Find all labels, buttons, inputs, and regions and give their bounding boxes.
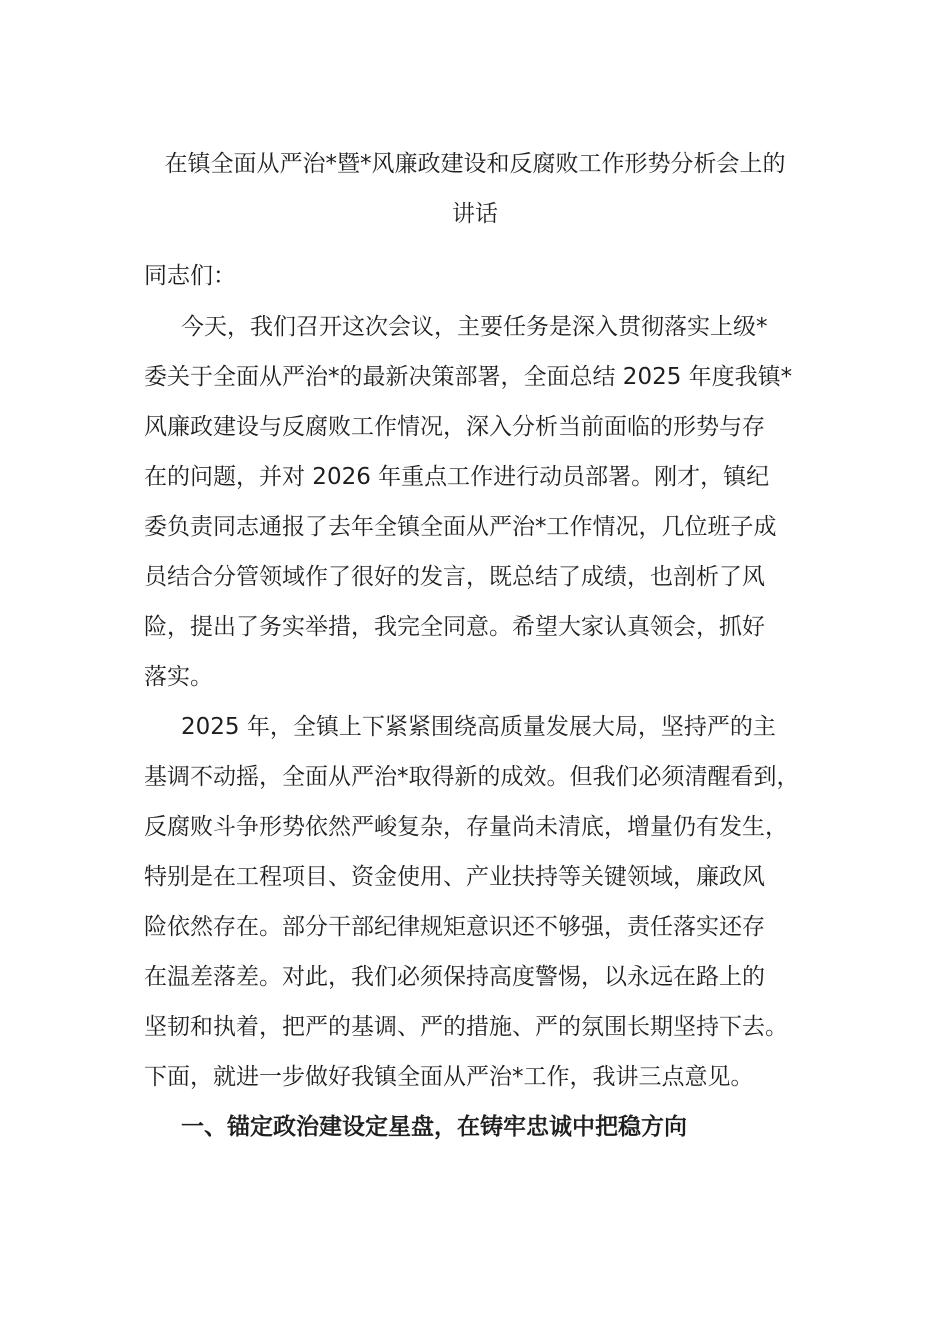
paragraph-2-line: 坚韧和执着，把严的基调、严的措施、严的氛围长期坚持下去。 xyxy=(144,1014,788,1040)
paragraph-1-line: 员结合分管领域作了很好的发言，既总结了成绩，也剖析了风 xyxy=(144,564,765,590)
paragraph-1-line: 委负责同志通报了去年全镇全面从严治*工作情况，几位班子成 xyxy=(144,514,777,540)
paragraph-1-line: 今天，我们召开这次会议，主要任务是深入贯彻落实上级* xyxy=(181,314,768,340)
document-title-line-2: 讲话 xyxy=(452,201,498,227)
paragraph-2-line: 基调不动摇，全面从严治*取得新的成效。但我们必须清醒看到， xyxy=(144,764,800,790)
paragraph-2-line: 反腐败斗争形势依然严峻复杂，存量尚未清底，增量仍有发生， xyxy=(144,814,788,840)
paragraph-1-line: 委关于全面从严治*的最新决策部署，全面总结 2025 年度我镇* xyxy=(144,364,793,390)
paragraph-2-line: 下面，就进一步做好我镇全面从严治*工作，我讲三点意见。 xyxy=(144,1064,754,1090)
paragraph-1-line: 落实。 xyxy=(144,664,213,690)
paragraph-2-line: 特别是在工程项目、资金使用、产业扶持等关键领域，廉政风 xyxy=(144,864,765,890)
paragraph-2-line: 险依然存在。部分干部纪律规矩意识还不够强，责任落实还存 xyxy=(144,914,765,940)
paragraph-2-line: 2025 年，全镇上下紧紧围绕高质量发展大局，坚持严的主 xyxy=(181,714,776,740)
paragraph-2-line: 在温差落差。对此，我们必须保持高度警惕，以永远在路上的 xyxy=(144,964,765,990)
document-title-line-1: 在镇全面从严治*暨*风廉政建设和反腐败工作形势分析会上的 xyxy=(164,151,786,177)
paragraph-1-line: 风廉政建设与反腐败工作情况，深入分析当前面临的形势与存 xyxy=(144,414,765,440)
section-heading-1: 一、锚定政治建设定星盘，在铸牢忠诚中把稳方向 xyxy=(181,1114,687,1140)
paragraph-1-line: 在的问题，并对 2026 年重点工作进行动员部署。刚才，镇纪 xyxy=(144,464,770,490)
salutation: 同志们： xyxy=(144,263,236,289)
paragraph-1-line: 险，提出了务实举措，我完全同意。希望大家认真领会，抓好 xyxy=(144,614,765,640)
